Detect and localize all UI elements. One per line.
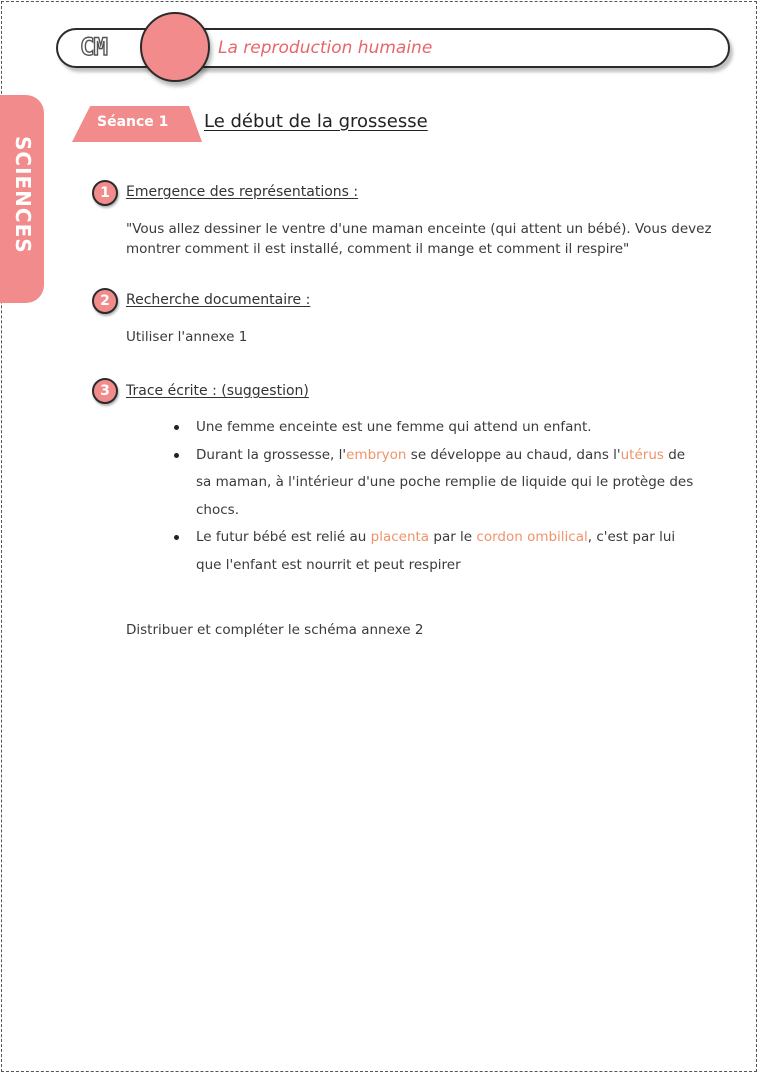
bullet-text-part: par le <box>429 529 477 545</box>
closing-instruction: Distribuer et compléter le schéma annexe 2 <box>126 622 424 638</box>
section-text-1: "Vous allez dessiner le ventre d'une maman enceinte (qui attent un bébé). Vous devez montrer comment il est installé, comment il mange et comment il respire" <box>126 221 712 257</box>
bullet-text-part: Le futur bébé est relié au <box>196 529 371 545</box>
list-item <box>174 414 702 442</box>
bullet-text-part: de sa maman, à l'intérieur d'une poche remplie de liquide qui le protège des chocs. <box>196 446 694 518</box>
keyword-cordon-ombilical: cordon ombilical <box>476 529 588 545</box>
step-badge-3: 3 <box>92 378 118 404</box>
list-item <box>174 442 702 525</box>
step-badge-1: 1 <box>92 180 118 206</box>
bullet-text-part: , c'est par lui que l'enfant est nourrit et peut respirer <box>196 529 676 573</box>
header-circle-decoration <box>140 12 210 82</box>
keyword-uterus: utérus <box>620 446 664 463</box>
section-heading-1: Emergence des représentations : <box>126 184 359 200</box>
trace-ecrite-list <box>174 414 702 579</box>
keyword-embryon: embryon <box>346 446 407 463</box>
subject-label: SCIENCES <box>11 136 35 254</box>
section-heading-2: Recherche documentaire : <box>126 292 311 308</box>
document-title: La reproduction humaine <box>218 38 433 58</box>
step-badge-2: 2 <box>92 288 118 314</box>
bullet-text-part: se développe au chaud, dans l' <box>406 446 621 463</box>
list-item <box>174 524 702 579</box>
session-label: Séance 1 <box>97 114 169 130</box>
section-text-2: Utiliser l'annexe 1 <box>126 329 248 345</box>
level-label: CM <box>80 33 107 61</box>
session-title: Le début de la grossesse <box>204 111 428 132</box>
bullet-text: Une femme enceinte est une femme qui attend un enfant. <box>196 419 592 435</box>
bullet-text-part: Durant la grossesse, l' <box>196 446 347 463</box>
keyword-placenta: placenta <box>370 529 430 545</box>
section-heading-3: Trace écrite : (suggestion) <box>126 383 309 399</box>
